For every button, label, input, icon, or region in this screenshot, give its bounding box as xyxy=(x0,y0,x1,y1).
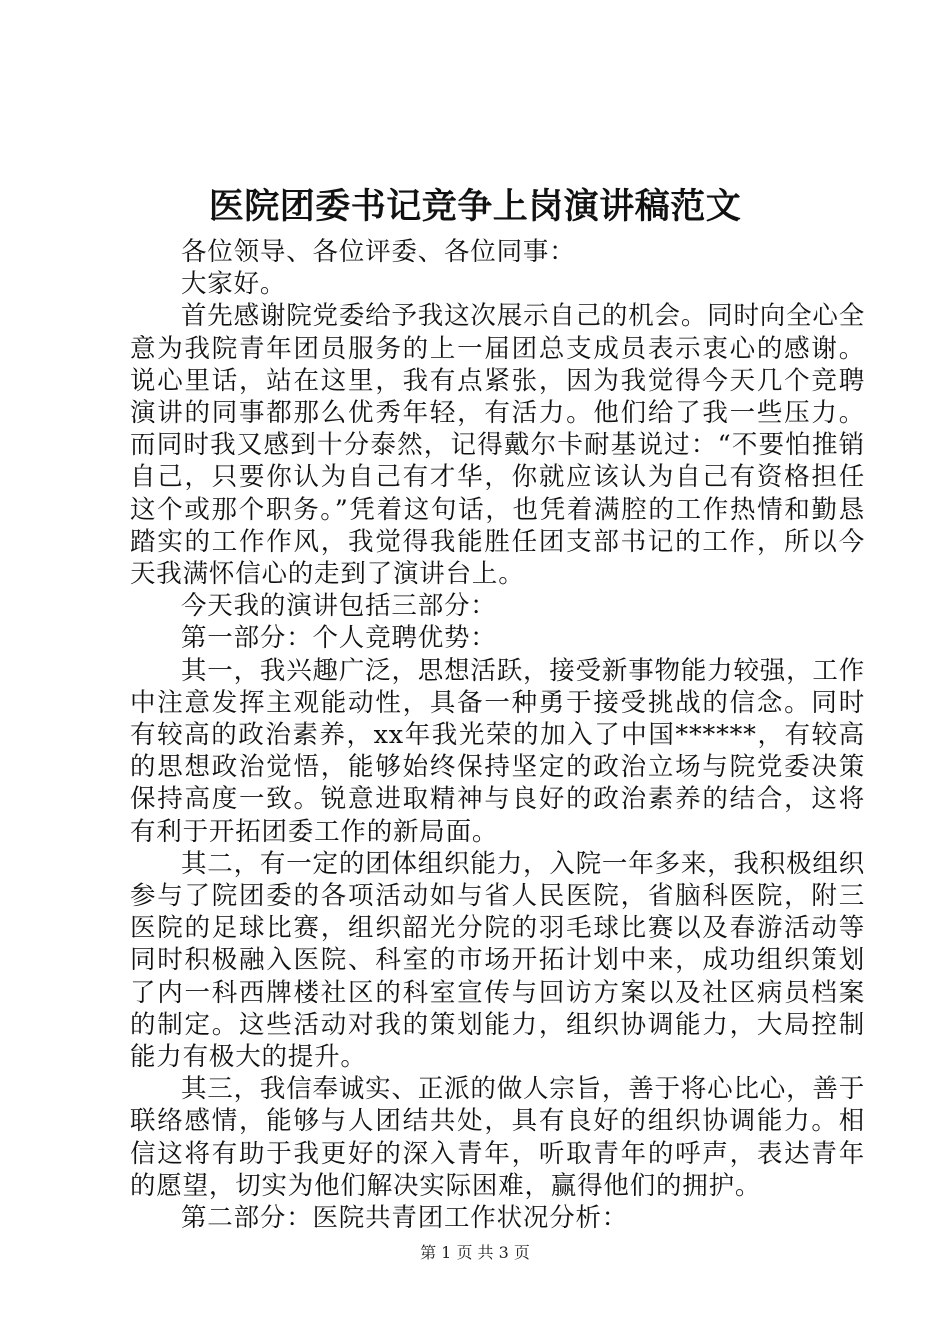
paragraph-salutation: 各位领导、各位评委、各位同事： xyxy=(181,237,576,267)
paragraph-advantage-two: 其二，有一定的团体组织能力，入院一年多来，我积极组织参与了院团委的各项活动如与省人民医院，省脑科医院，附三医院的足球比赛，组织韶光分院的羽毛球比赛以及春游活动等同时积极融入医院、科室的市场开拓计划中来，成功组织策划了内一科西牌楼社区的科室宣传与回访方案以及社区病员档案的制定。这些活动对我的策划能力，组织协调能力，大局控制能力有极大的提升。 xyxy=(130,848,865,1073)
paragraph-advantage-three: 其三，我信奉诚实、正派的做人宗旨，善于将心比心，善于联络感情，能够与人团结共处，具有良好的组织协调能力。相信这将有助于我更好的深入青年，听取青年的呼声，表达青年的愿望，切实为他们解决实际困难，赢得他们的拥护。 xyxy=(130,1074,865,1201)
section-heading-part-two: 第二部分：医院共青团工作状况分析： xyxy=(181,1203,629,1234)
paragraph-greeting: 大家好。 xyxy=(181,269,287,300)
paragraph-outline: 今天我的演讲包括三部分： xyxy=(181,591,497,622)
section-heading-part-one: 第一部分：个人竞聘优势： xyxy=(181,623,497,654)
document-body xyxy=(130,236,865,1234)
paragraph-introduction: 首先感谢院党委给予我这次展示自己的机会。同时向全心全意为我院青年团员服务的上一届团总支成员表示衷心的感谢。说心里话，站在这里，我有点紧张，因为我觉得今天几个竞聘演讲的同事都那么优秀年轻，有活力。他们给了我一些压力。而同时我又感到十分泰然，记得戴尔卡耐基说过：“不要怕推销自己，只要你认为自己有才华，你就应该认为自己有资格担任这个或那个职务。”凭着这句话，也凭着满腔的工作热情和勤恳踏实的工作作风，我觉得我能胜任团支部书记的工作，所以今天我满怀信心的走到了演讲台上。 xyxy=(130,301,865,590)
document-title: 医院团委书记竞争上岗演讲稿范文 xyxy=(208,186,742,227)
paragraph-advantage-one: 其一，我兴趣广泛，思想活跃，接受新事物能力较强，工作中注意发挥主观能动性，具备一种勇于接受挑战的信念。同时有较高的政治素养，xx年我光荣的加入了中国******，有较高的思想政治觉悟，能够始终保持坚定的政治立场与院党委决策保持高度一致。锐意进取精神与良好的政治素养的结合，这将有利于开拓团委工作的新局面。 xyxy=(130,655,865,847)
page-footer: 第 1 页 共 3 页 xyxy=(420,1243,530,1262)
